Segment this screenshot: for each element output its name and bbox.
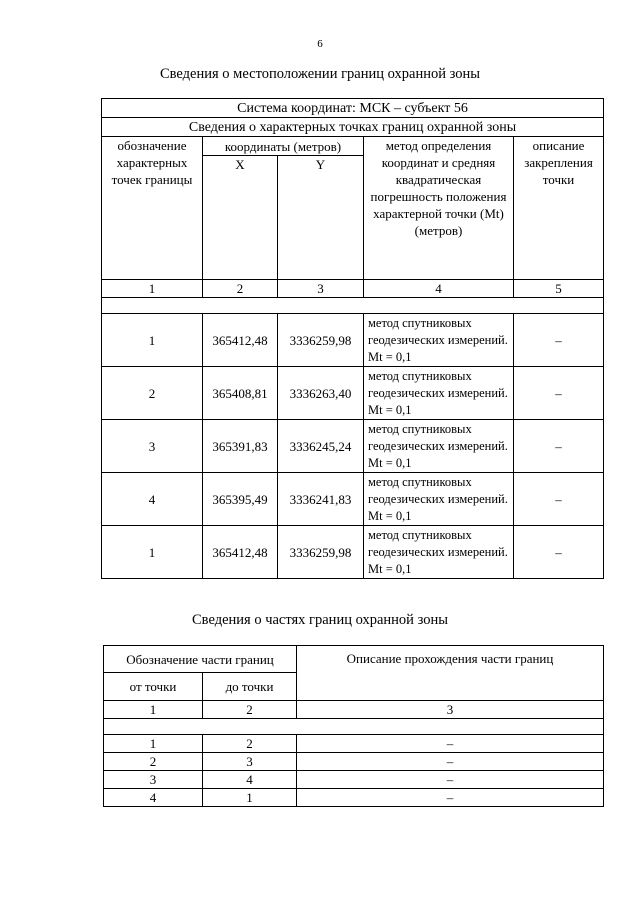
column-number: 1 — [102, 280, 203, 298]
method-cell: метод спутниковых геодезических измерений. Mt = 0,1 — [364, 367, 514, 420]
point-id: 1 — [102, 526, 203, 579]
coord-x: 365408,81 — [203, 367, 278, 420]
header-from: от точки — [104, 673, 203, 701]
coordinate-system: Система координат: МСК – субъект 56 — [102, 99, 604, 118]
method-cell: метод спутниковых геодезических измерений. Mt = 0,1 — [364, 526, 514, 579]
point-id: 1 — [102, 314, 203, 367]
page-number: 6 — [317, 38, 323, 50]
table-row — [104, 735, 604, 753]
from-point: 4 — [104, 789, 203, 807]
header-coordinates: координаты (метров) — [203, 137, 364, 156]
column-number: 2 — [203, 280, 278, 298]
from-point: 2 — [104, 753, 203, 771]
header-description: описание закрепления точки — [514, 137, 604, 280]
from-point: 3 — [104, 771, 203, 789]
header-x: X — [203, 156, 278, 280]
section-title-location: Сведения о местоположении границ охранной зоны — [159, 66, 480, 82]
points-table — [101, 98, 604, 579]
header-part-description: Описание прохождения части границ — [297, 646, 604, 701]
to-point: 2 — [203, 735, 297, 753]
header-part-designation: Обозначение части границ — [104, 646, 297, 673]
from-point: 1 — [104, 735, 203, 753]
part-description: – — [297, 789, 604, 807]
part-description: – — [297, 753, 604, 771]
coord-x: 365412,48 — [203, 314, 278, 367]
description-cell: – — [514, 314, 604, 367]
column-number: 2 — [203, 701, 297, 719]
coord-y: 3336259,98 — [278, 526, 364, 579]
description-cell: – — [514, 367, 604, 420]
table-row — [104, 753, 604, 771]
description-cell: – — [514, 526, 604, 579]
column-number-row — [104, 701, 604, 719]
header-method: метод определения координат и средняя квадратическая погрешность положения характерной точки (Mt) (метров) — [364, 137, 514, 280]
table-row — [102, 420, 604, 473]
column-number: 3 — [297, 701, 604, 719]
header-designation: обозначение характерных точек границы — [102, 137, 203, 280]
point-id: 3 — [102, 420, 203, 473]
table-row — [104, 789, 604, 807]
spacer-cell — [102, 298, 604, 314]
table-row — [102, 367, 604, 420]
part-description: – — [297, 735, 604, 753]
coord-y: 3336263,40 — [278, 367, 364, 420]
points-table-title: Сведения о характерных точках границ охранной зоны — [102, 118, 604, 137]
coord-x: 365412,48 — [203, 526, 278, 579]
table-row — [104, 771, 604, 789]
coord-x: 365395,49 — [203, 473, 278, 526]
spacer-row — [104, 719, 604, 735]
spacer-row — [102, 298, 604, 314]
header-to: до точки — [203, 673, 297, 701]
table-row — [102, 473, 604, 526]
method-cell: метод спутниковых геодезических измерений. Mt = 0,1 — [364, 314, 514, 367]
coord-y: 3336259,98 — [278, 314, 364, 367]
to-point: 1 — [203, 789, 297, 807]
column-number: 1 — [104, 701, 203, 719]
to-point: 4 — [203, 771, 297, 789]
section-title-parts: Сведения о частях границ охранной зоны — [192, 612, 448, 628]
coord-y: 3336245,24 — [278, 420, 364, 473]
coord-y: 3336241,83 — [278, 473, 364, 526]
method-cell: метод спутниковых геодезических измерений. Mt = 0,1 — [364, 420, 514, 473]
point-id: 4 — [102, 473, 203, 526]
part-description: – — [297, 771, 604, 789]
spacer-cell — [104, 719, 604, 735]
parts-table — [103, 645, 604, 807]
table-row — [102, 526, 604, 579]
column-number-row — [102, 280, 604, 298]
method-cell: метод спутниковых геодезических измерений. Mt = 0,1 — [364, 473, 514, 526]
coord-x: 365391,83 — [203, 420, 278, 473]
column-number: 5 — [514, 280, 604, 298]
point-id: 2 — [102, 367, 203, 420]
to-point: 3 — [203, 753, 297, 771]
table-row — [102, 314, 604, 367]
header-y: Y — [278, 156, 364, 280]
description-cell: – — [514, 473, 604, 526]
column-number: 3 — [278, 280, 364, 298]
column-number: 4 — [364, 280, 514, 298]
description-cell: – — [514, 420, 604, 473]
